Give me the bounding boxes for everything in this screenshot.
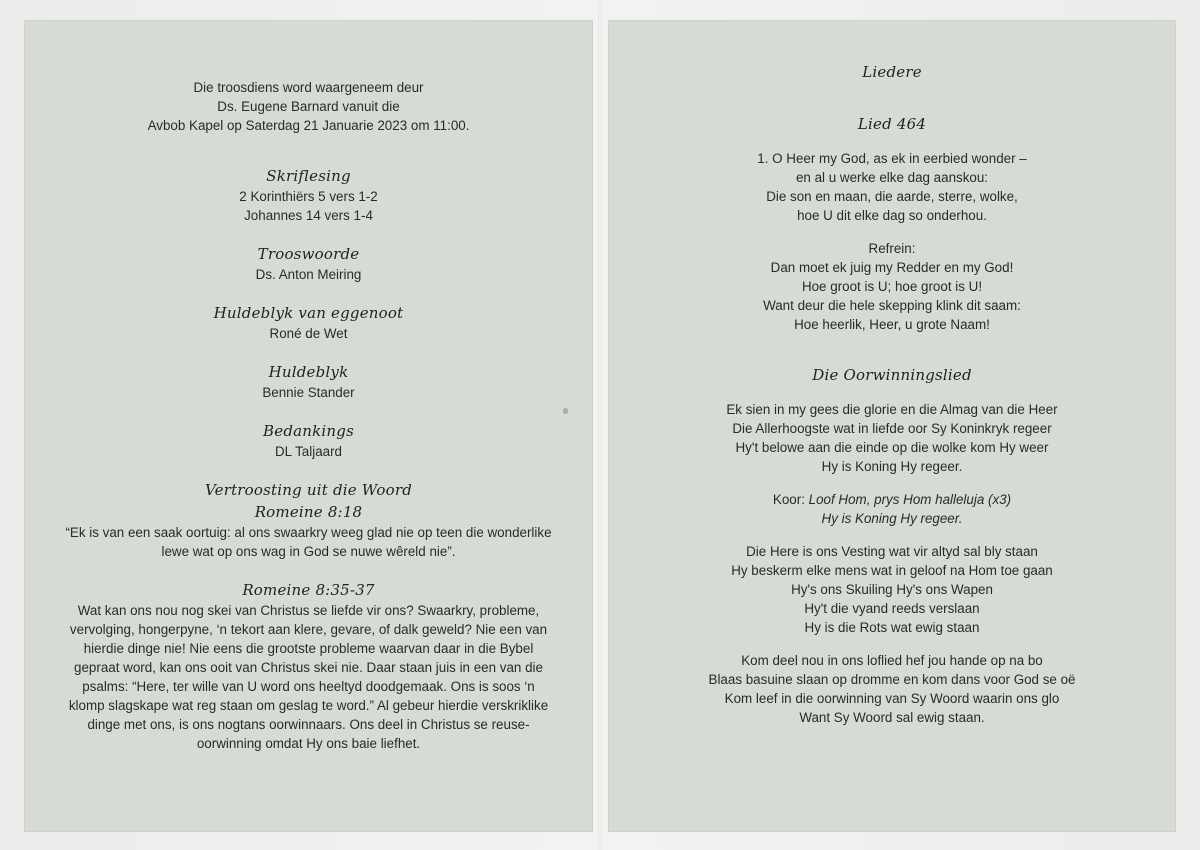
scripture-reference: 2 Korinthiërs 5 vers 1-2	[239, 189, 378, 204]
romeine-heading: Romeine 8:35-37	[242, 581, 375, 599]
intro-line: Die troosdiens word waargeneem deur	[193, 80, 424, 95]
lied-line: hoe U dit elke dag so onderhou.	[797, 208, 987, 223]
song-line: Kom deel nou in ons loflied hef jou hande op na bo	[741, 653, 1043, 668]
right-page	[608, 20, 1176, 832]
romeine-text: Wat kan ons nou nog skei van Christus se liefde vir ons? Swaarkry, probleme,	[77, 603, 540, 618]
song-line: Blaas basuine slaan op dromme en kom dans voor God se oë	[708, 672, 1076, 687]
vertroosting-heading: Vertroosting uit die Woord	[204, 481, 413, 499]
bedankings-speaker: DL Taljaard	[275, 444, 342, 459]
bedankings-heading: Bedankings	[263, 422, 354, 440]
song-line: Ek sien in my gees die glorie en die Almag van die Heer	[726, 402, 1058, 417]
trooswoorde-heading: Trooswoorde	[257, 245, 360, 263]
lied-line: 1. O Heer my God, as ek in eerbied wonder –	[757, 151, 1027, 166]
song-line: Kom leef in die oorwinning van Sy Woord waarin ons glo	[724, 691, 1060, 706]
liedere-heading: Liedere	[862, 63, 922, 81]
refrein-line: Hoe groot is U; hoe groot is U!	[801, 279, 983, 294]
left-page	[24, 20, 593, 832]
romeine-text: psalms: “Here, ter wille van U word ons heeltyd doodgemaak. Ons is soos ‘n	[82, 679, 535, 694]
huldeblyk-heading: Huldeblyk	[268, 363, 349, 381]
romeine-text: oorwinning omdat Hy ons baie liefhet.	[196, 736, 421, 751]
oorwinningslied-stanza-3	[648, 651, 1136, 727]
romeine-text: vervolging, hongerpyne, ‘n tekort aan klere, gevare, of dalk geweld? Nie een van	[69, 622, 548, 637]
intro-line: Ds. Eugene Barnard vanuit die	[217, 99, 400, 114]
lied-line: en al u werke elke dag aanskou:	[795, 170, 989, 185]
song-line: Die Allerhoogste wat in liefde oor Sy Koninkryk regeer	[732, 421, 1052, 436]
koor-text: Hy is Koning Hy regeer.	[821, 511, 963, 526]
song-line: Hy't die vyand reeds verslaan	[804, 601, 980, 616]
left-page-content	[24, 78, 593, 753]
koor-label: Koor:	[772, 492, 809, 507]
refrein-label: Refrein:	[868, 241, 916, 256]
lied-heading: Lied 464	[857, 115, 927, 133]
oorwinningslied-heading: Die Oorwinningslied	[812, 366, 972, 384]
vertroosting-text: “Ek is van een saak oortuig: al ons swaarkry weeg glad nie op teen die wonderlike	[65, 525, 552, 540]
oorwinningslied-stanza-2	[648, 542, 1136, 637]
scripture-reference: Johannes 14 vers 1-4	[244, 208, 373, 223]
paper-speck	[563, 408, 568, 414]
romeine-text: gepraat word, kan ons ooit van Christus skei nie. Daar staan juis in een van die	[74, 660, 543, 675]
service-intro	[64, 78, 553, 135]
song-line: Hy beskerm elke mens wat in geloof na Hom toe gaan	[731, 563, 1053, 578]
lied-refrein	[648, 239, 1136, 334]
vertroosting-reference: Romeine 8:18	[254, 503, 363, 521]
song-line: Hy is Koning Hy regeer.	[821, 459, 963, 474]
huldeblyk-eggenoot-heading: Huldeblyk van eggenoot	[213, 304, 404, 322]
vertroosting-text: lewe wat op ons wag in God se nuwe wêreld nie”.	[161, 544, 456, 559]
page-fold	[598, 0, 602, 850]
oorwinningslied-stanza-1	[648, 400, 1136, 476]
song-line: Hy is die Rots wat ewig staan	[804, 620, 980, 635]
intro-line: Avbob Kapel op Saterdag 21 Januarie 2023 om 11:00.	[147, 118, 470, 133]
refrein-line: Hoe heerlik, Heer, u grote Naam!	[794, 317, 990, 332]
oorwinningslied-koor	[648, 490, 1136, 528]
right-page-content	[608, 61, 1176, 727]
romeine-text: klomp slagskape wat reg staan om geslag te word.” Al gebeur hierdie verskriklike	[68, 698, 549, 713]
refrein-line: Dan moet ek juig my Redder en my God!	[770, 260, 1014, 275]
lied-verse	[648, 149, 1136, 225]
lied-line: Die son en maan, die aarde, sterre, wolke,	[766, 189, 1018, 204]
huldeblyk-eggenoot-speaker: Roné de Wet	[269, 326, 348, 341]
koor-text: Loof Hom, prys Hom halleluja (x3)	[808, 492, 1012, 507]
romeine-passage	[64, 601, 553, 753]
trooswoorde-speaker: Ds. Anton Meiring	[255, 267, 362, 282]
song-line: Die Here is ons Vesting wat vir altyd sal bly staan	[746, 544, 1038, 559]
skriflesing-heading: Skriflesing	[266, 167, 351, 185]
refrein-line: Want deur die hele skepping klink dit saam:	[763, 298, 1021, 313]
song-line: Hy's ons Skuiling Hy's ons Wapen	[791, 582, 993, 597]
song-line: Hy't belowe aan die einde op die wolke kom Hy weer	[735, 440, 1049, 455]
song-line: Want Sy Woord sal ewig staan.	[799, 710, 985, 725]
romeine-text: dinge met ons, is ons nogtans oorwinnaars. Ons deel in Christus se reuse-	[87, 717, 530, 732]
koor-line	[648, 490, 1136, 509]
romeine-text: hierdie dinge nie! Nie eens die grootste probleme waarvan daar in die Bybel	[83, 641, 534, 656]
huldeblyk-speaker: Bennie Stander	[262, 385, 355, 400]
